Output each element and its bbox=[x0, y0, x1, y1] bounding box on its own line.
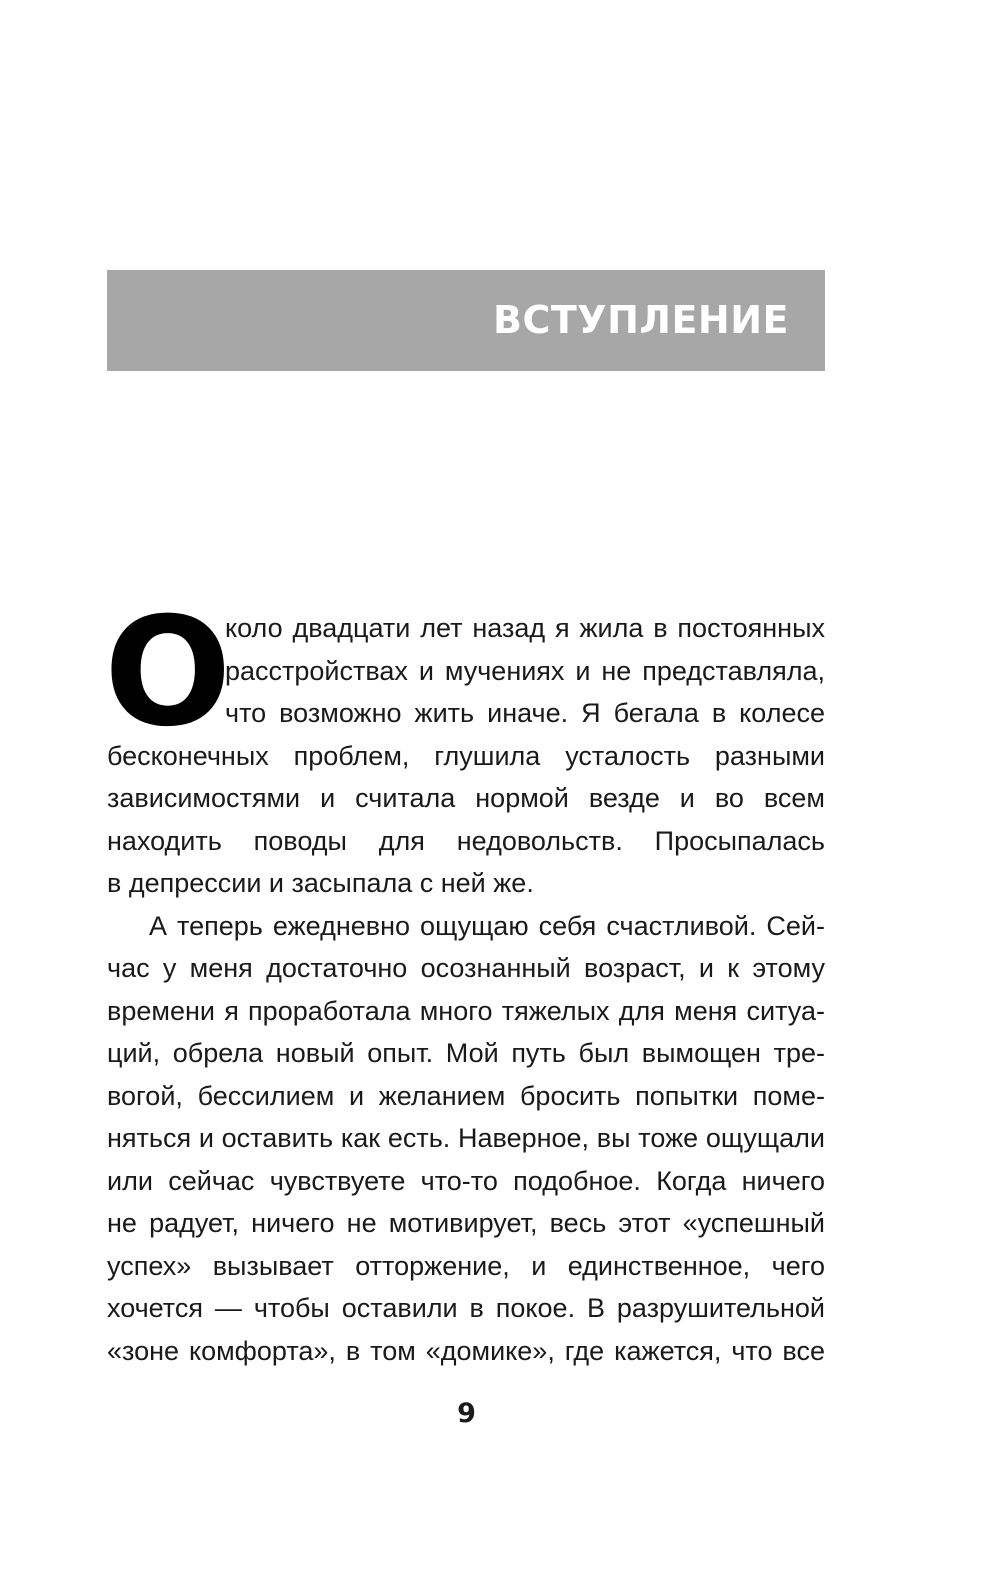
text-line: или сейчас чувствуете что-то подобное. Когда ничего bbox=[107, 1166, 825, 1196]
text-line: няться и оставить как есть. Наверное, вы тоже ощущали bbox=[107, 1123, 825, 1153]
text-line: времени я проработала много тяжелых для меня ситуа- bbox=[107, 996, 825, 1026]
text-line: успех» вызывает отторжение, и единственное, чего bbox=[107, 1251, 825, 1281]
text-line: не радует, ничего не мотивирует, весь этот «успешный bbox=[107, 1208, 825, 1238]
text-line: час у меня достаточно осознанный возраст, и к этому bbox=[107, 953, 825, 983]
text-line: вогой, бессилием и желанием бросить попытки поме- bbox=[107, 1081, 825, 1111]
text-line: А теперь ежедневно ощущаю себя счастливой. Сей- bbox=[149, 911, 825, 941]
text-line: что возможно жить иначе. Я бегала в колесе bbox=[225, 698, 825, 728]
text-line: «зоне комфорта», в том «домике», где кажется, что все bbox=[107, 1336, 825, 1366]
text-line: в депрессии и засыпала с ней же. bbox=[107, 868, 534, 898]
drop-cap: О bbox=[104, 586, 232, 760]
text-line: зависимостями и считала нормой везде и во всем bbox=[107, 783, 825, 813]
chapter-banner bbox=[107, 270, 825, 371]
text-line: бесконечных проблем, глушила усталость разными bbox=[107, 741, 825, 771]
text-line: ций, обрела новый опыт. Мой путь был вымощен тре- bbox=[107, 1038, 825, 1068]
text-line: находить поводы для недовольств. Просыпалась bbox=[107, 826, 825, 856]
chapter-title: ВСТУПЛЕНИЕ bbox=[493, 298, 789, 342]
page-number: 9 bbox=[457, 1398, 476, 1429]
text-line: расстройствах и мучениях и не представляла, bbox=[225, 656, 825, 686]
text-line: хочется — чтобы оставили в покое. В разрушительной bbox=[107, 1293, 825, 1323]
text-line: коло двадцати лет назад я жила в постоянных bbox=[225, 613, 825, 643]
